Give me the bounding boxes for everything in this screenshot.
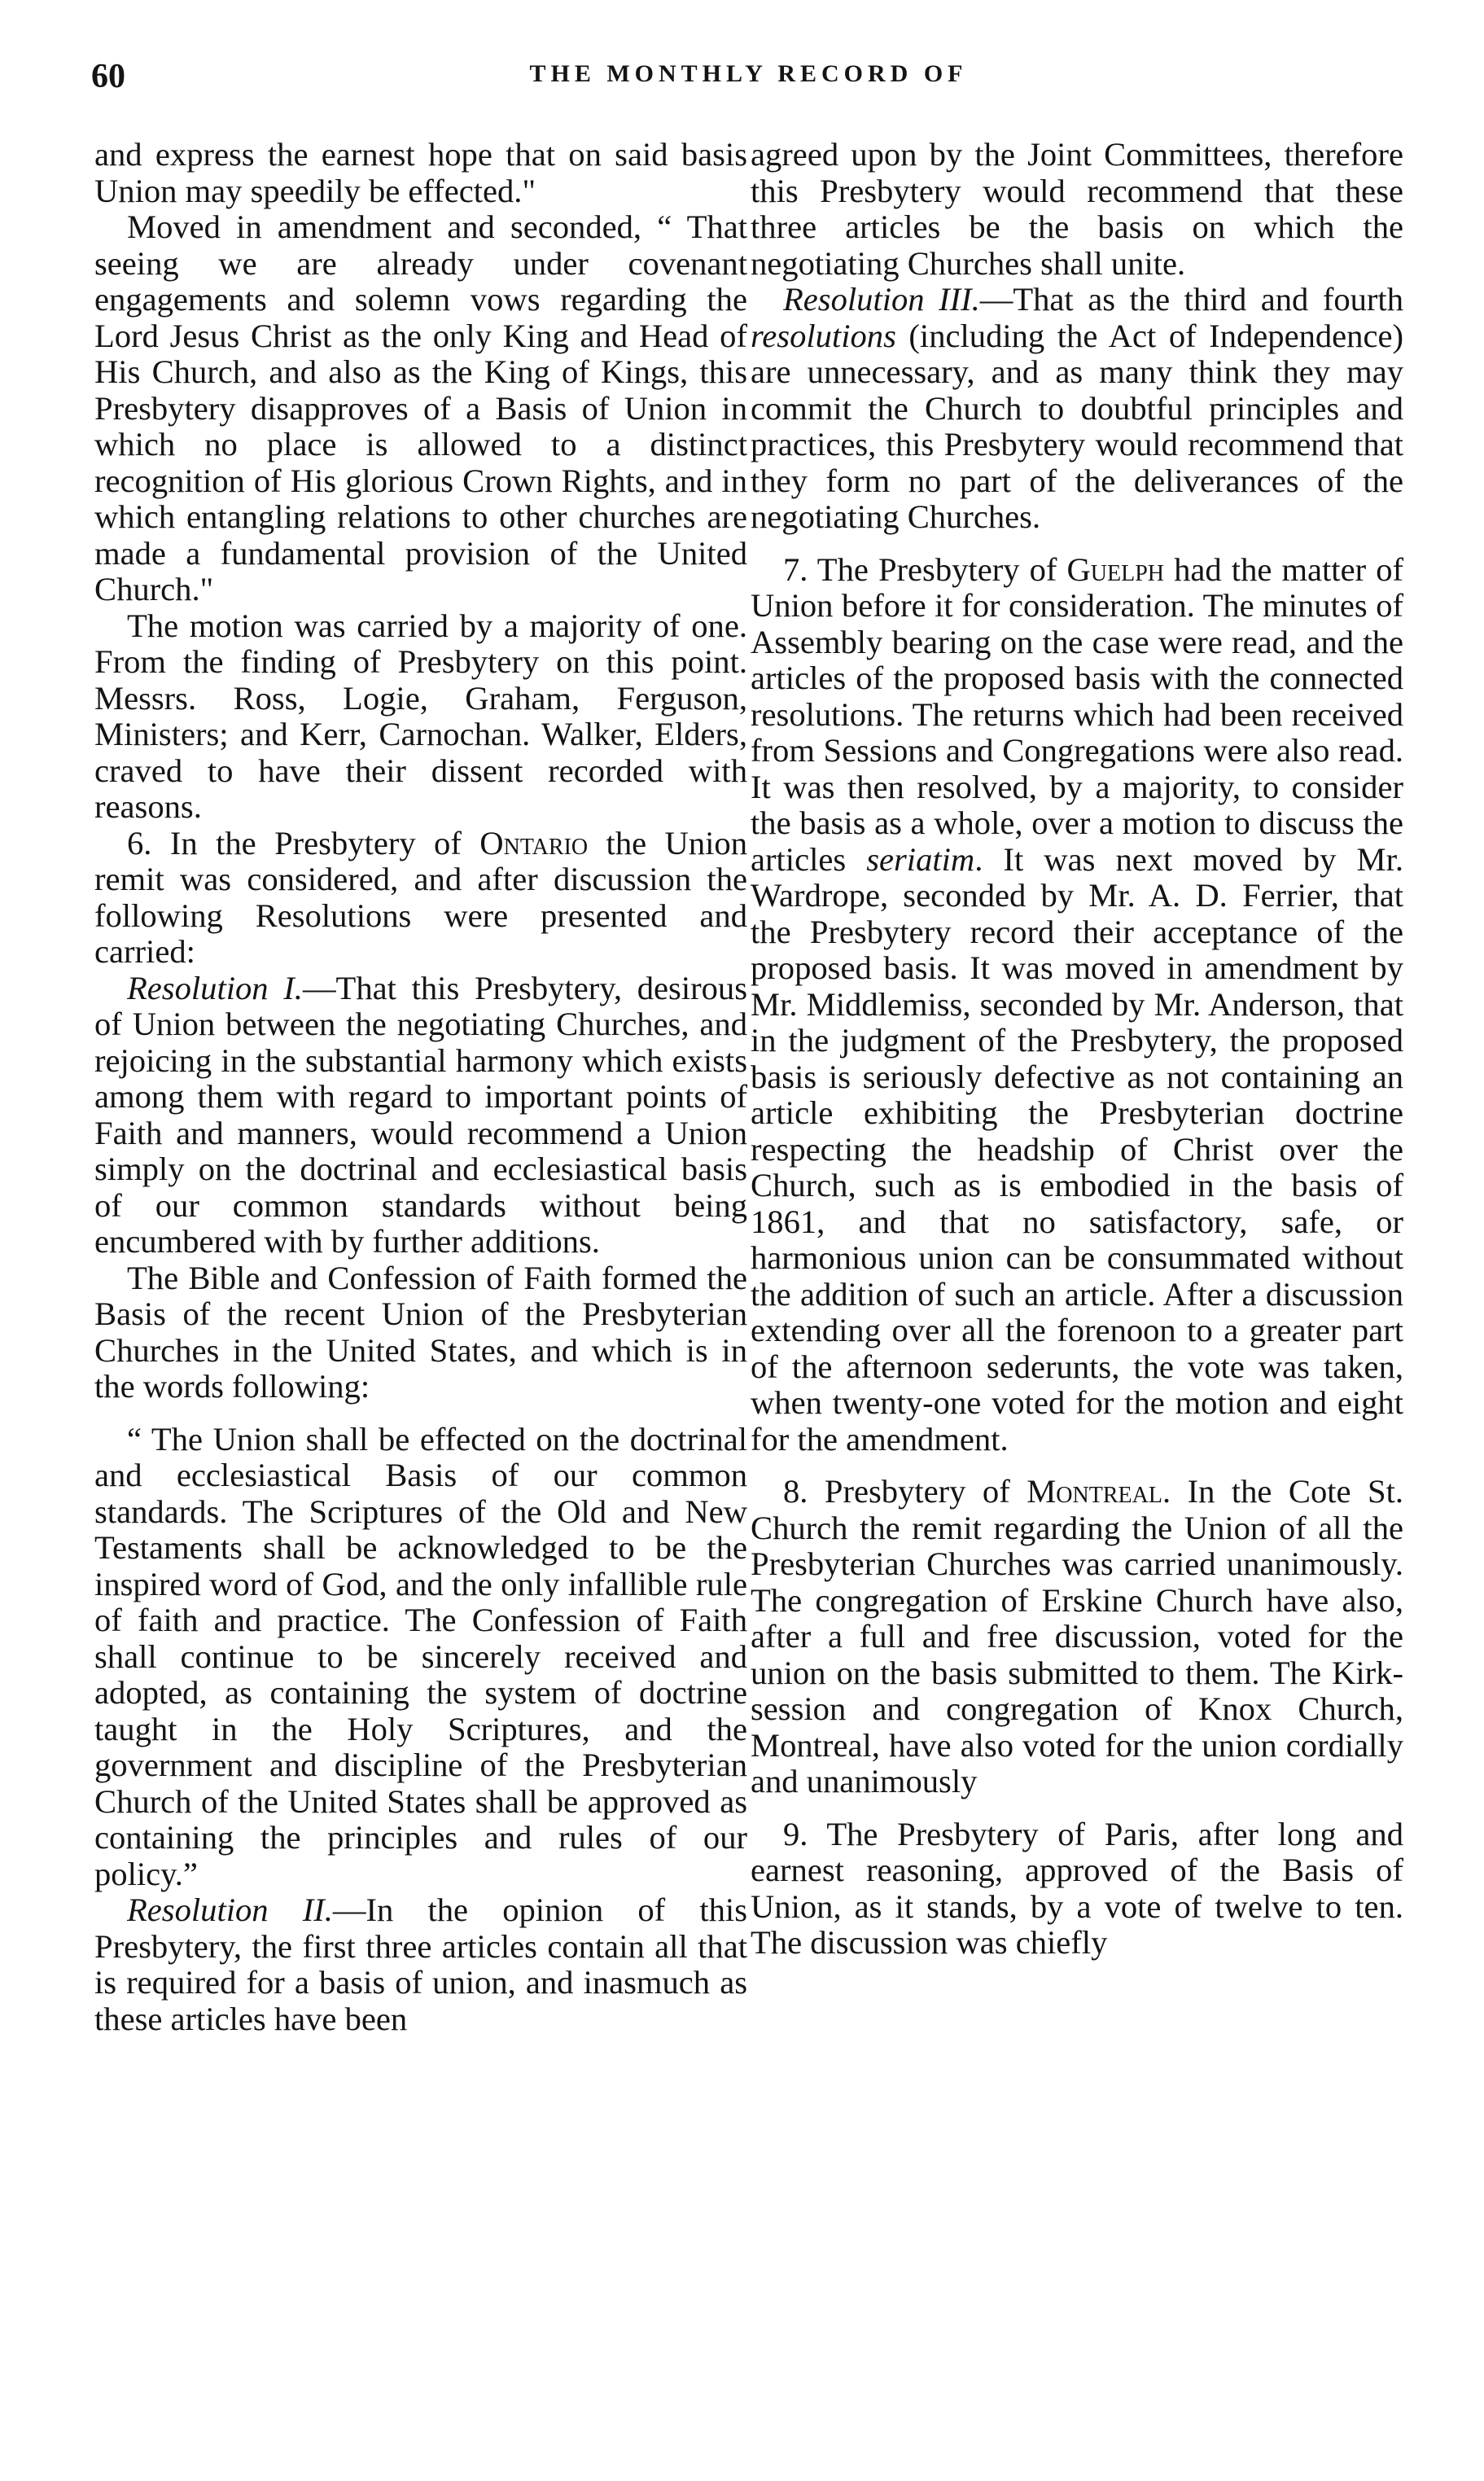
paragraph-continuation: agreed upon by the Joint Committees, therefore this Presbytery would recommend that these three articles be the basis on which the negotiating Churches shall unite. — [751, 136, 1403, 282]
paragraph-continuation: and express the earnest hope that on said basis Union may speedily be effected." — [94, 136, 747, 209]
paragraph-resolution-3 — [751, 282, 1403, 536]
italic-word: seriatim — [866, 840, 975, 878]
text-run: had the matter of Union before it for consideration. The minutes of Assembly bearing on the case were read, and the articles of the proposed basis with the connected resolutions. The returns which had been received from Sessions and Congregations were also read. It was then resolved, by a majority, to consider the basis as a whole, over a motion to discuss the articles — [751, 550, 1403, 878]
running-header — [91, 57, 1406, 106]
resolution-label: Resolution II. — [127, 1891, 333, 1928]
paragraph-bible-confession: The Bible and Confession of Faith formed the Basis of the recent Union of the Presbyterian Churches in the United States, and which is in the words following: — [94, 1259, 747, 1405]
text-run: (including the Act of Independence) are unnecessary, and as many think they may commit the Church to doubtful principles and practices, this Presbytery would recommend that they form no part of the deliverances of the negotiating Churches. — [751, 317, 1403, 535]
text-run: —That as the third and fourth — [979, 281, 1403, 318]
left-column — [94, 137, 747, 2037]
presbytery-name: Montreal — [1027, 1473, 1162, 1510]
paragraph-guelph — [751, 552, 1403, 1458]
text-run: —In the opinion of this Presbytery, the first three articles contain all that is required for a basis of union, and inasmuch as these articles have been — [94, 1891, 747, 2037]
right-column — [751, 137, 1403, 1962]
text-run: —That this Presbytery, desirous of Union between the negotiating Churches, and rejoicing in the substantial harmony which exists among them with regard to important points of Faith and manners, would recommend a Union simply on the doctrinal and ecclesiastical basis of our common standards without being encumbered with by further additions. — [94, 969, 747, 1260]
paragraph-amendment: Moved in amendment and seconded, “ That seeing we are already under covenant engagements and solemn vows regarding the Lord Jesus Christ as the only King and Head of His Church, and also as the King of Kings, this Presbytery disapproves of a Basis of Union in which no place is allowed to a distinct recognition of His glorious Crown Rights, and in which entangling relations to other churches are made a fundamental provision of the United Church." — [94, 208, 747, 607]
page-number: 60 — [91, 58, 125, 95]
running-title: THE MONTHLY RECORD OF — [529, 60, 968, 87]
paragraph-resolution-2 — [94, 1892, 747, 2037]
text-run: 6. In the Presbytery of — [127, 824, 480, 861]
paragraph-ontario — [94, 826, 747, 971]
presbytery-name: Ontario — [479, 824, 589, 861]
text-run: 8. Presbytery of — [783, 1473, 1027, 1510]
paragraph-motion-result: The motion was carried by a majority of one. From the finding of Presbytery on this point. Messrs. Ross, Logie, Graham, Ferguson, Ministers; and Kerr, Carnochan. Walker, Elders, craved to have their dissent recorded with reasons. — [94, 607, 747, 825]
text-run: 7. The Presbytery of — [783, 550, 1067, 588]
resolution-label: Resolution I. — [127, 969, 303, 1006]
text-run: . In the Cote St. Church the remit regarding the Union of all the Presbyterian Churches was carried unanimously. The congregation of Erskine Church have also, after a full and free discussion, voted for the union on the basis submitted to them. The Kirk-session and congregation of Knox Church, Montreal, have also voted for the union cordially and unanimously — [751, 1473, 1403, 1799]
paragraph-paris: 9. The Presbytery of Paris, after long and earnest reasoning, approved of the Basis of Union, as it stands, by a vote of twelve to ten. The discussion was chiefly — [751, 1815, 1403, 1961]
paragraph-resolution-1 — [94, 971, 747, 1260]
paragraph-union-quote: “ The Union shall be effected on the doctrinal and ecclesiastical Basis of our common standards. The Scriptures of the Old and New Testaments shall be acknowledged to be the inspired word of God, and the only infallible rule of faith and practice. The Confession of Faith shall continue to be sincerely received and adopted, as containing the system of doctrine taught in the Holy Scriptures, and the government and discipline of the Presbyterian Church of the United States shall be approved as containing the principles and rules of our policy.” — [94, 1420, 747, 1892]
text-run: the Union remit was considered, and after discussion the following Resolutions were presented and carried: — [94, 824, 747, 970]
text-run: . It was next moved by Mr. Wardrope, seconded by Mr. A. D. Ferrier, that the Presbytery record their acceptance of the proposed basis. It was moved in amendment by Mr. Middlemiss, seconded by Mr. Anderson, that in the judgment of the Presbytery, the proposed basis is seriously defective as not containing an article exhibiting the Presbyterian doctrine respecting the headship of Christ over the Church, such as is embodied in the basis of 1861, and that no satisfactory, safe, or harmonious union can be consummated without the addition of such an article. After a discussion extending over all the forenoon to a greater part of the afternoon sederunts, the vote was taken, when twenty-one voted for the motion and eight for the amendment. — [751, 840, 1403, 1457]
resolution-label: Resolution III. — [783, 281, 980, 318]
paragraph-montreal — [751, 1474, 1403, 1800]
presbytery-name: Guelph — [1066, 550, 1165, 588]
italic-word: resolutions — [751, 317, 896, 354]
